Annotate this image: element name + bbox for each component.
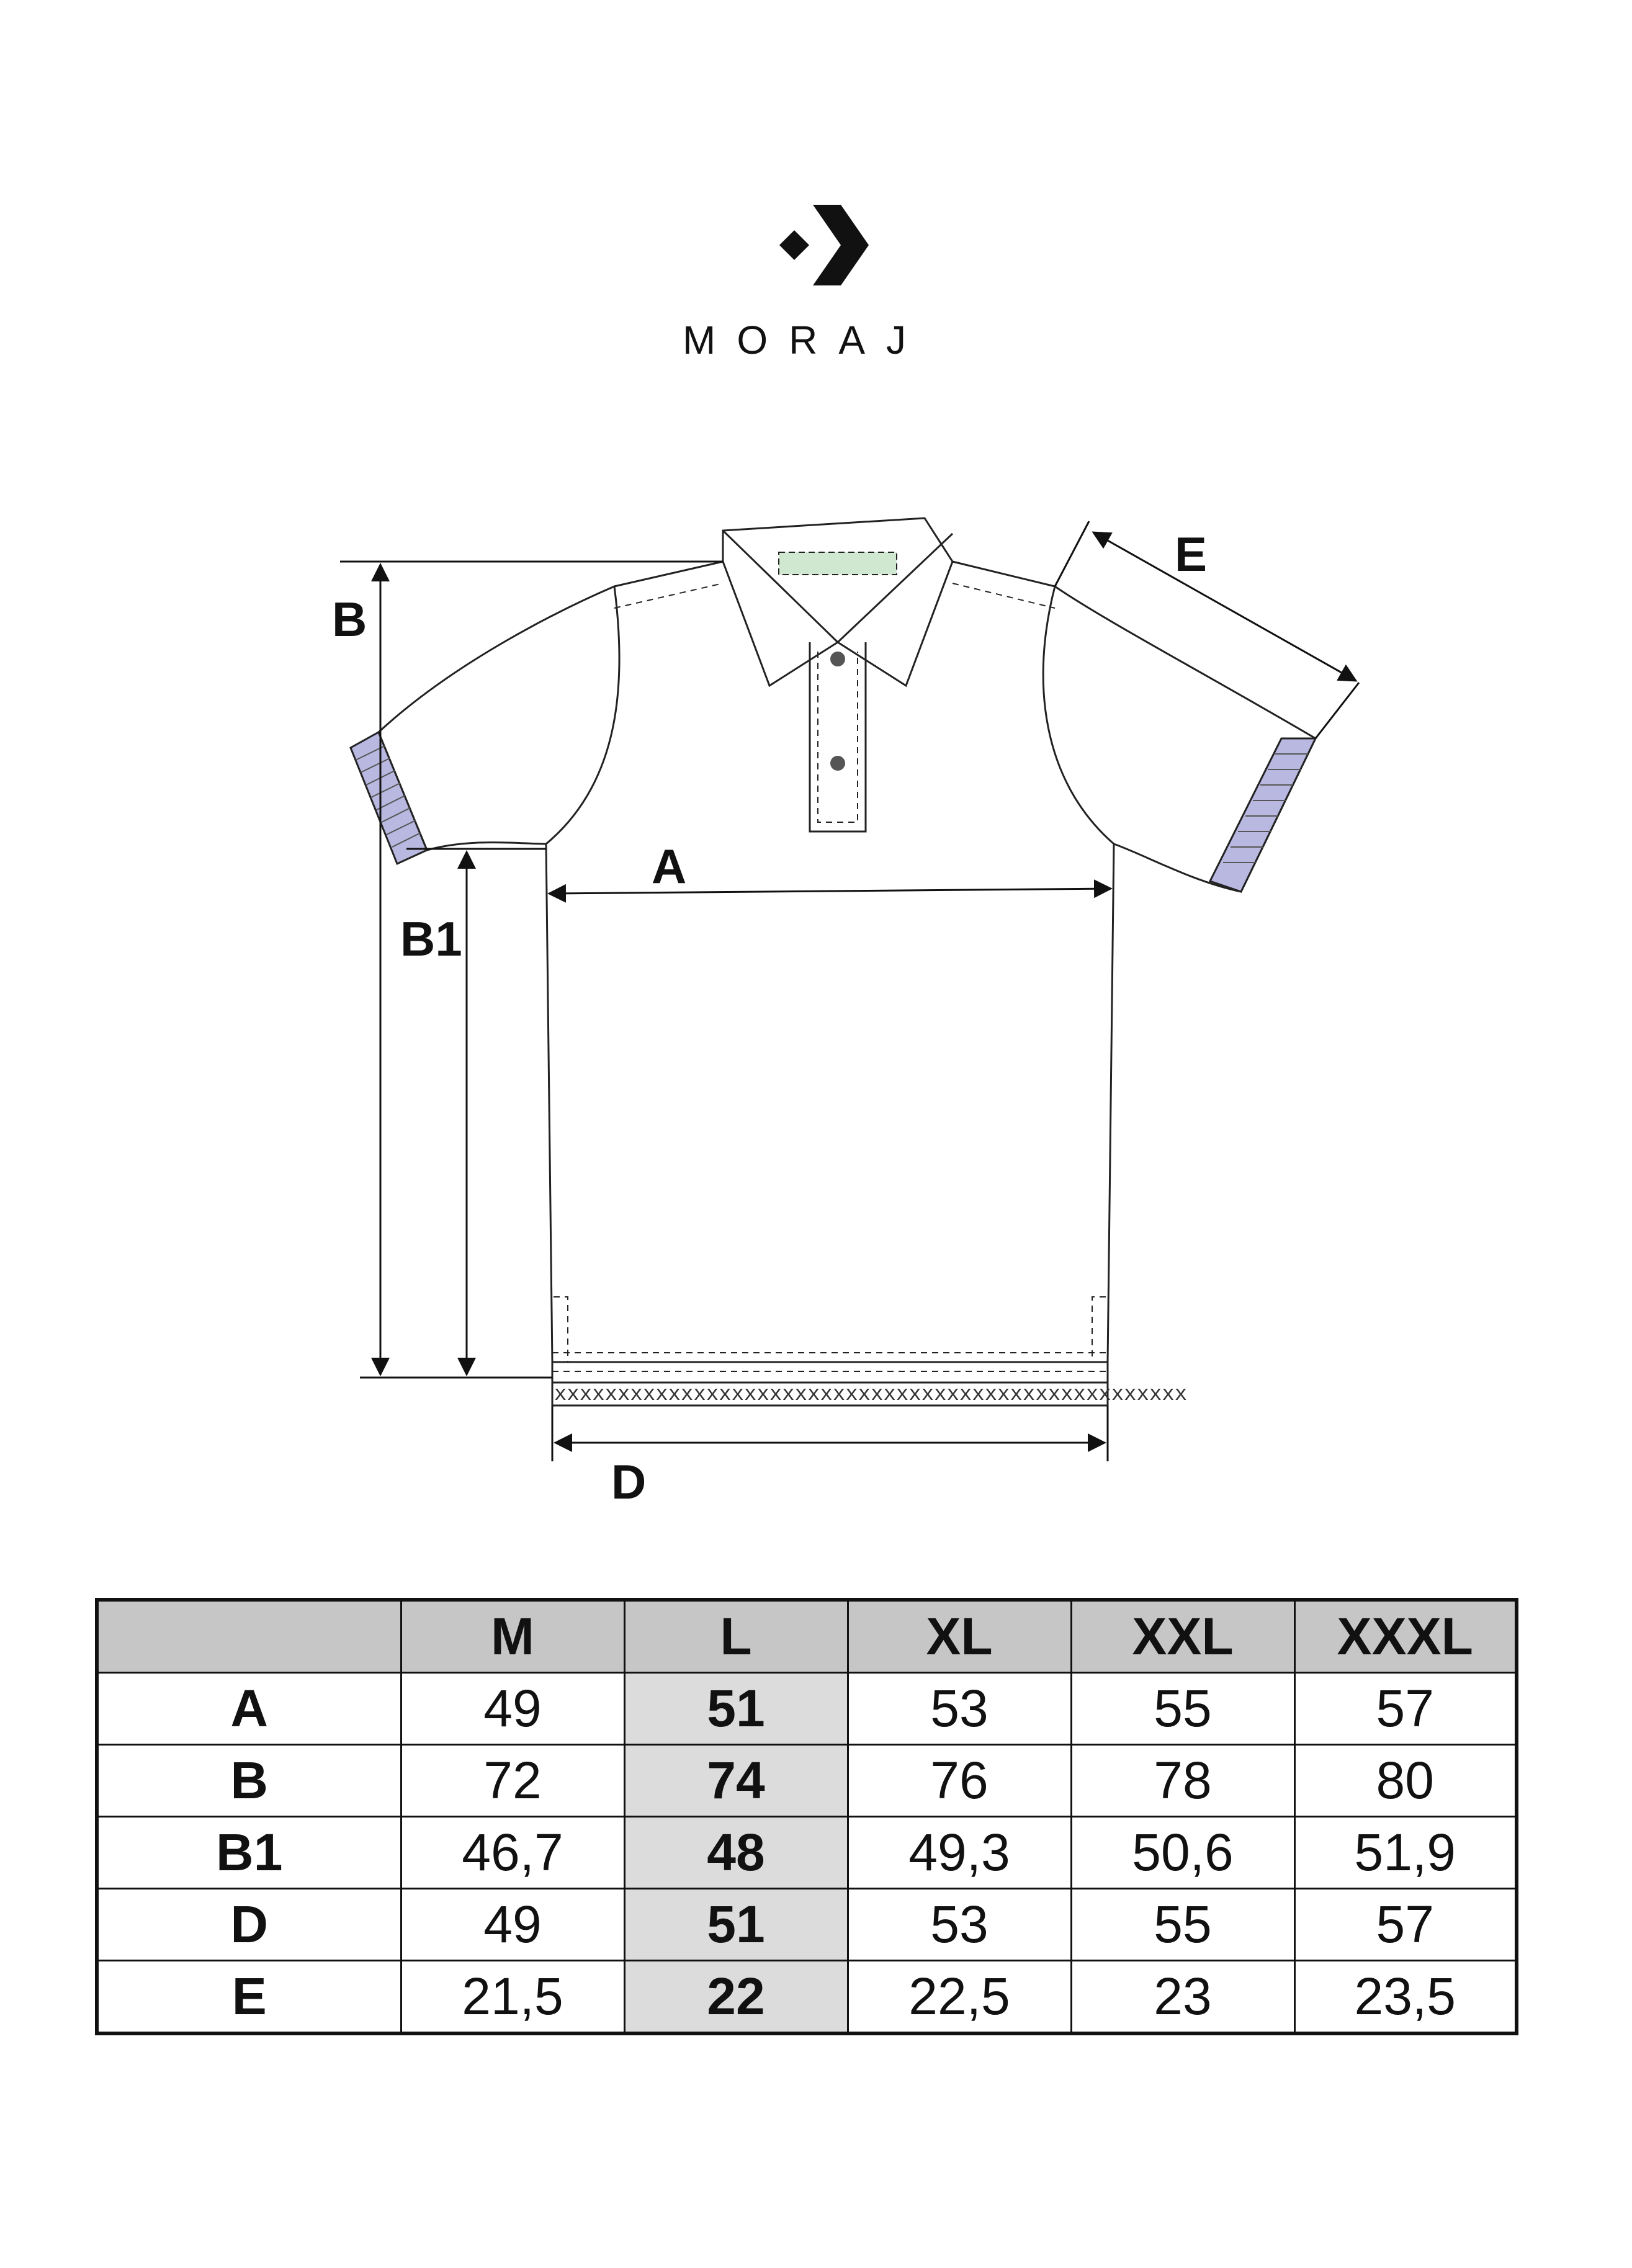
table-cell: 74 [624,1745,848,1817]
button-icon [830,756,845,771]
table-cell: 57 [1294,1673,1517,1745]
button-icon [830,652,845,666]
body-right-side [1108,844,1114,1362]
label-E: E [1175,527,1208,581]
table-cell: 49 [401,1673,624,1745]
table-cell: 22,5 [848,1961,1071,2034]
table-cell: 72 [401,1745,624,1817]
table-cell: 80 [1294,1745,1517,1817]
table-cell: 53 [848,1673,1071,1745]
row-label: A [97,1673,401,1745]
table-row [97,1745,1517,1817]
table-row [97,1673,1517,1745]
body-left-side [546,844,552,1362]
table-cell: 21,5 [401,1961,624,2034]
label-B: B [332,592,367,647]
dimension-A-line [549,889,1111,894]
table-cell: 22 [624,1961,848,2034]
table-cell: 55 [1071,1673,1294,1745]
left-sleeve [379,562,723,850]
table-cell: 48 [624,1817,848,1889]
table-cell: 51,9 [1294,1817,1517,1889]
table-cell: 76 [848,1745,1071,1817]
size-table [95,1598,1518,2035]
table-row [97,1889,1517,1961]
size-header-M: M [401,1600,624,1673]
size-header-XXL: XXL [1071,1600,1294,1673]
table-cell: 53 [848,1889,1071,1961]
table-cell: 49 [401,1889,624,1961]
hem-stitch: xxxxxxxxxxxxxxxxxxxxxxxxxxxxxxxxxxxxxxxxxxxxxxxxxx [554,1383,1188,1407]
table-cell: 51 [624,1673,848,1745]
size-header-L: L [624,1600,848,1673]
row-label: D [97,1889,401,1961]
table-cell: 55 [1071,1889,1294,1961]
size-header-XXXL: XXXL [1294,1600,1517,1673]
table-cell: 51 [624,1889,848,1961]
table-row [97,1961,1517,2034]
collar-band [779,552,897,575]
label-D: D [611,1454,647,1509]
table-cell: 23,5 [1294,1961,1517,2034]
row-label: B1 [97,1817,401,1889]
row-label: E [97,1961,401,2034]
table-cell: 49,3 [848,1817,1071,1889]
table-cell: 78 [1071,1745,1294,1817]
dimension-E-line [1093,532,1356,681]
size-header-XL: XL [848,1600,1071,1673]
row-label: B [97,1745,401,1817]
label-A: A [652,839,687,894]
table-row [97,1817,1517,1889]
table-header-row [97,1600,1517,1673]
brand-name: MORAJ [683,318,927,362]
right-sleeve-rib [1210,738,1316,892]
table-cell: 23 [1071,1961,1294,2034]
table-header-cell [97,1600,401,1673]
label-B1: B1 [400,912,462,966]
table-cell: 46,7 [401,1817,624,1889]
table-cell: 57 [1294,1889,1517,1961]
left-sleeve-rib [351,732,427,864]
table-cell: 50,6 [1071,1817,1294,1889]
